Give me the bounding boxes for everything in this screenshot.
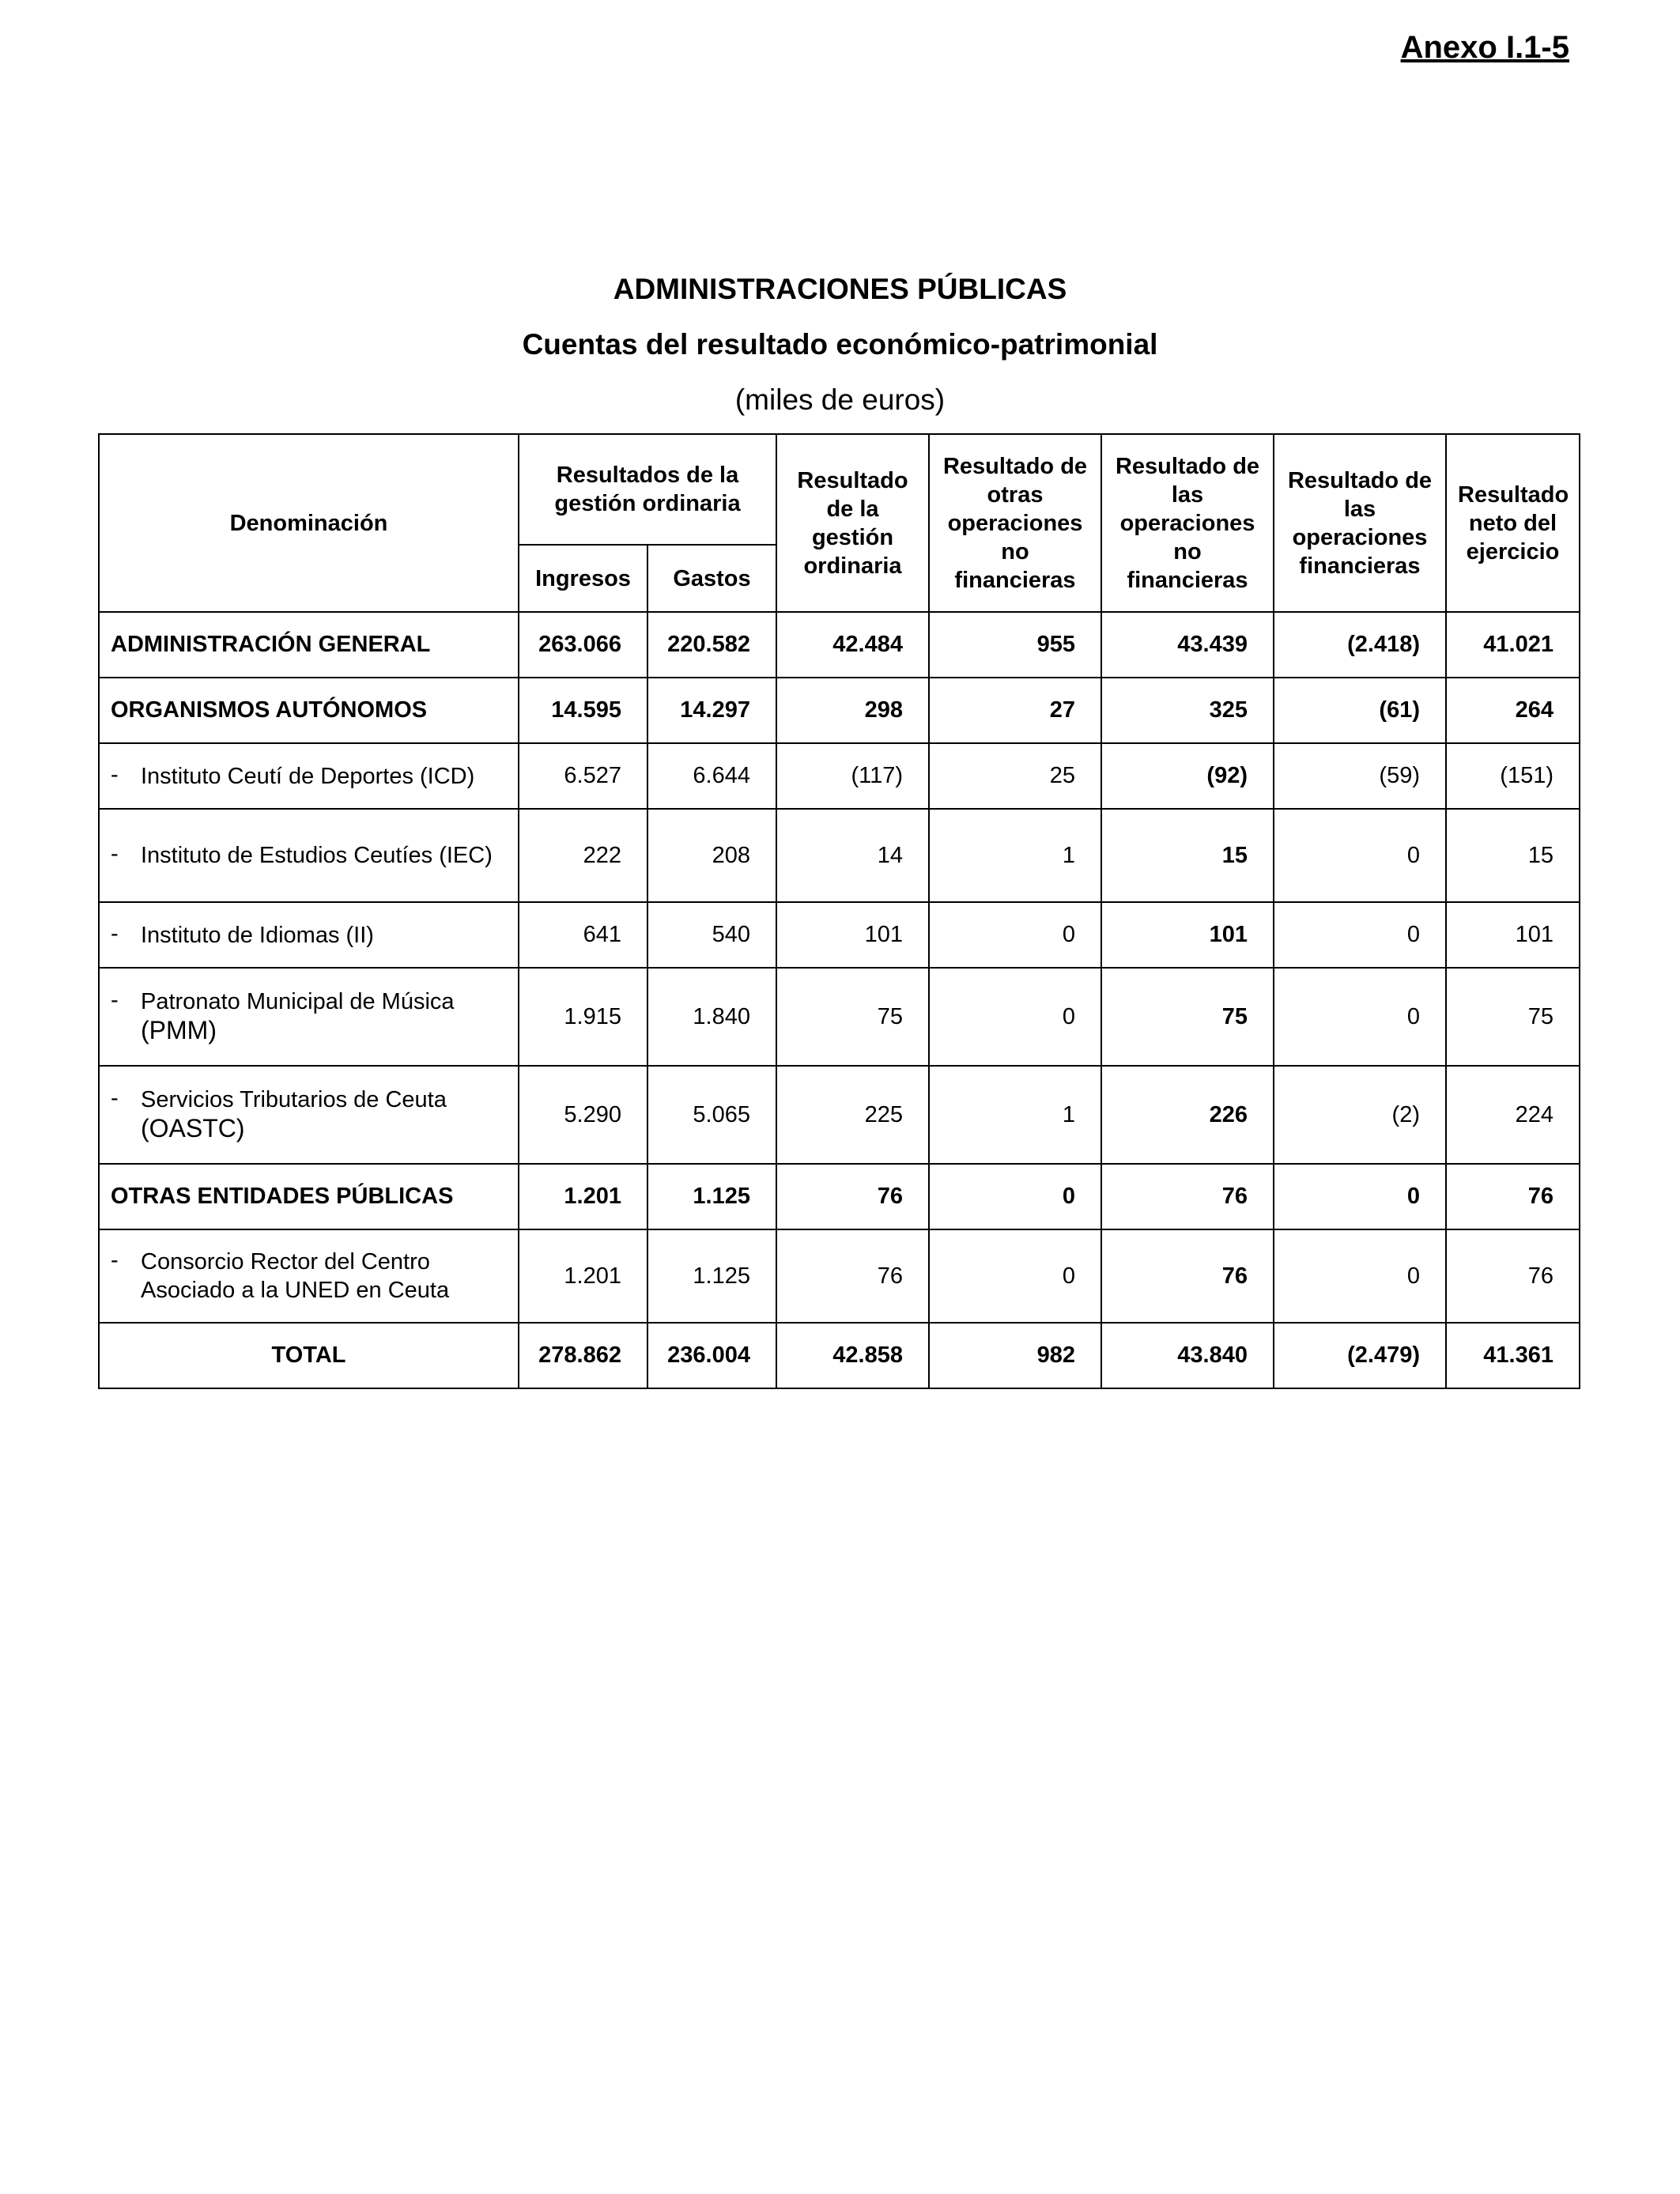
cell-ingresos: 6.527 [519, 743, 647, 809]
table-row [99, 612, 1580, 678]
cell-otras: 25 [929, 743, 1101, 809]
table-row [99, 678, 1580, 743]
row-dash: - [111, 761, 119, 787]
cell-no-fin: 76 [1101, 1229, 1274, 1323]
cell-gestion: 298 [776, 678, 929, 743]
cell-gastos: 5.065 [647, 1066, 776, 1164]
cell-fin: (59) [1274, 743, 1446, 809]
header-gestion-group: Resultados de la gestión ordinaria [519, 434, 776, 545]
cell-neto: (151) [1446, 743, 1580, 809]
cell-ingresos: 278.862 [519, 1323, 647, 1388]
table-row [99, 1229, 1580, 1323]
row-dash: - [111, 841, 119, 867]
row-name: TOTAL [99, 1323, 519, 1388]
row-name-cell [99, 1066, 519, 1164]
cell-gastos: 1.125 [647, 1164, 776, 1229]
row-dash: - [111, 987, 119, 1013]
row-name-cell [99, 968, 519, 1066]
header-no-financieras: Resultado de las operaciones no financieras [1101, 434, 1274, 612]
cell-fin: 0 [1274, 968, 1446, 1066]
cell-ingresos: 14.595 [519, 678, 647, 743]
cell-gestion: 76 [776, 1164, 929, 1229]
cell-gestion: 14 [776, 809, 929, 902]
header-otras-no-financieras: Resultado de otras operaciones no financieras [929, 434, 1101, 612]
cell-fin: (2.479) [1274, 1323, 1446, 1388]
cell-neto: 76 [1446, 1229, 1580, 1323]
cell-no-fin: 43.840 [1101, 1323, 1274, 1388]
cell-gastos: 1.125 [647, 1229, 776, 1323]
cell-neto: 15 [1446, 809, 1580, 902]
row-name-line2: (PMM) [141, 1016, 217, 1044]
row-name-line1: Patronato Municipal de Música [141, 989, 455, 1014]
cell-no-fin: 101 [1101, 902, 1274, 968]
row-name: ORGANISMOS AUTÓNOMOS [99, 678, 519, 743]
cell-ingresos: 1.201 [519, 1164, 647, 1229]
row-dash: - [111, 1086, 119, 1111]
cell-no-fin: 76 [1101, 1164, 1274, 1229]
cell-gastos: 236.004 [647, 1323, 776, 1388]
row-dash: - [111, 920, 119, 946]
table-row [99, 902, 1580, 968]
cell-gestion: 76 [776, 1229, 929, 1323]
cell-gastos: 1.840 [647, 968, 776, 1066]
cell-fin: 0 [1274, 1164, 1446, 1229]
cell-gestion: 75 [776, 968, 929, 1066]
cell-neto: 76 [1446, 1164, 1580, 1229]
cell-otras: 0 [929, 1164, 1101, 1229]
cell-ingresos: 5.290 [519, 1066, 647, 1164]
row-name: Consorcio Rector del Centro Asociado a la UNED en Ceuta [141, 1249, 450, 1303]
cell-ingresos: 641 [519, 902, 647, 968]
cell-neto: 41.361 [1446, 1323, 1580, 1388]
cell-fin: (2.418) [1274, 612, 1446, 678]
cell-otras: 27 [929, 678, 1101, 743]
cell-fin: 0 [1274, 809, 1446, 902]
cell-gestion: (117) [776, 743, 929, 809]
table-row [99, 743, 1580, 809]
annex-label: Anexo I.1-5 [1400, 30, 1569, 65]
row-name: Instituto de Idiomas (II) [141, 922, 374, 948]
cell-otras: 0 [929, 1229, 1101, 1323]
cell-no-fin: 15 [1101, 809, 1274, 902]
cell-neto: 101 [1446, 902, 1580, 968]
row-name-cell [99, 1229, 519, 1323]
document-subtitle: Cuentas del resultado económico-patrimonial [522, 328, 1158, 361]
cell-otras: 0 [929, 902, 1101, 968]
header-resultado-gestion: Resultado de la gestión ordinaria [776, 434, 929, 612]
header-financieras: Resultado de las operaciones financieras [1274, 434, 1446, 612]
cell-fin: 0 [1274, 902, 1446, 968]
cell-neto: 41.021 [1446, 612, 1580, 678]
table-row [99, 1164, 1580, 1229]
cell-neto: 224 [1446, 1066, 1580, 1164]
header-neto: Resultado neto del ejercicio [1446, 434, 1580, 612]
cell-otras: 982 [929, 1323, 1101, 1388]
cell-neto: 264 [1446, 678, 1580, 743]
units-label: (miles de euros) [734, 383, 946, 416]
cell-fin: (2) [1274, 1066, 1446, 1164]
cell-neto: 75 [1446, 968, 1580, 1066]
row-name: Instituto Ceutí de Deportes (ICD) [141, 763, 475, 789]
cell-ingresos: 222 [519, 809, 647, 902]
cell-no-fin: (92) [1101, 743, 1274, 809]
cell-otras: 0 [929, 968, 1101, 1066]
cell-otras: 1 [929, 809, 1101, 902]
title-block [0, 269, 1680, 421]
header-ingresos: Ingresos [519, 545, 647, 612]
total-row [99, 1323, 1580, 1388]
table-row [99, 968, 1580, 1066]
cell-ingresos: 1.915 [519, 968, 647, 1066]
row-dash: - [111, 1248, 119, 1273]
cell-no-fin: 226 [1101, 1066, 1274, 1164]
cell-gastos: 208 [647, 809, 776, 902]
row-name: ADMINISTRACIÓN GENERAL [99, 612, 519, 678]
results-table [98, 433, 1580, 1389]
cell-gestion: 101 [776, 902, 929, 968]
cell-otras: 1 [929, 1066, 1101, 1164]
cell-no-fin: 75 [1101, 968, 1274, 1066]
cell-ingresos: 263.066 [519, 612, 647, 678]
document-title: ADMINISTRACIONES PÚBLICAS [613, 273, 1067, 305]
table-row [99, 809, 1580, 902]
cell-otras: 955 [929, 612, 1101, 678]
cell-gastos: 6.644 [647, 743, 776, 809]
header-denominacion: Denominación [99, 434, 519, 612]
cell-gastos: 220.582 [647, 612, 776, 678]
row-name-cell [99, 743, 519, 809]
header-gastos: Gastos [647, 545, 776, 612]
cell-gastos: 14.297 [647, 678, 776, 743]
cell-gestion: 42.858 [776, 1323, 929, 1388]
cell-no-fin: 325 [1101, 678, 1274, 743]
table-row [99, 1066, 1580, 1164]
row-name-cell [99, 902, 519, 968]
cell-gestion: 42.484 [776, 612, 929, 678]
cell-gestion: 225 [776, 1066, 929, 1164]
row-name-line2: (OASTC) [141, 1114, 245, 1142]
header-row-1 [99, 434, 1580, 545]
row-name: OTRAS ENTIDADES PÚBLICAS [99, 1164, 519, 1229]
row-name: Instituto de Estudios Ceutíes (IEC) [141, 843, 493, 868]
cell-ingresos: 1.201 [519, 1229, 647, 1323]
cell-gastos: 540 [647, 902, 776, 968]
cell-fin: 0 [1274, 1229, 1446, 1323]
row-name-line1: Servicios Tributarios de Ceuta [141, 1087, 447, 1112]
cell-no-fin: 43.439 [1101, 612, 1274, 678]
cell-fin: (61) [1274, 678, 1446, 743]
row-name-cell [99, 809, 519, 902]
